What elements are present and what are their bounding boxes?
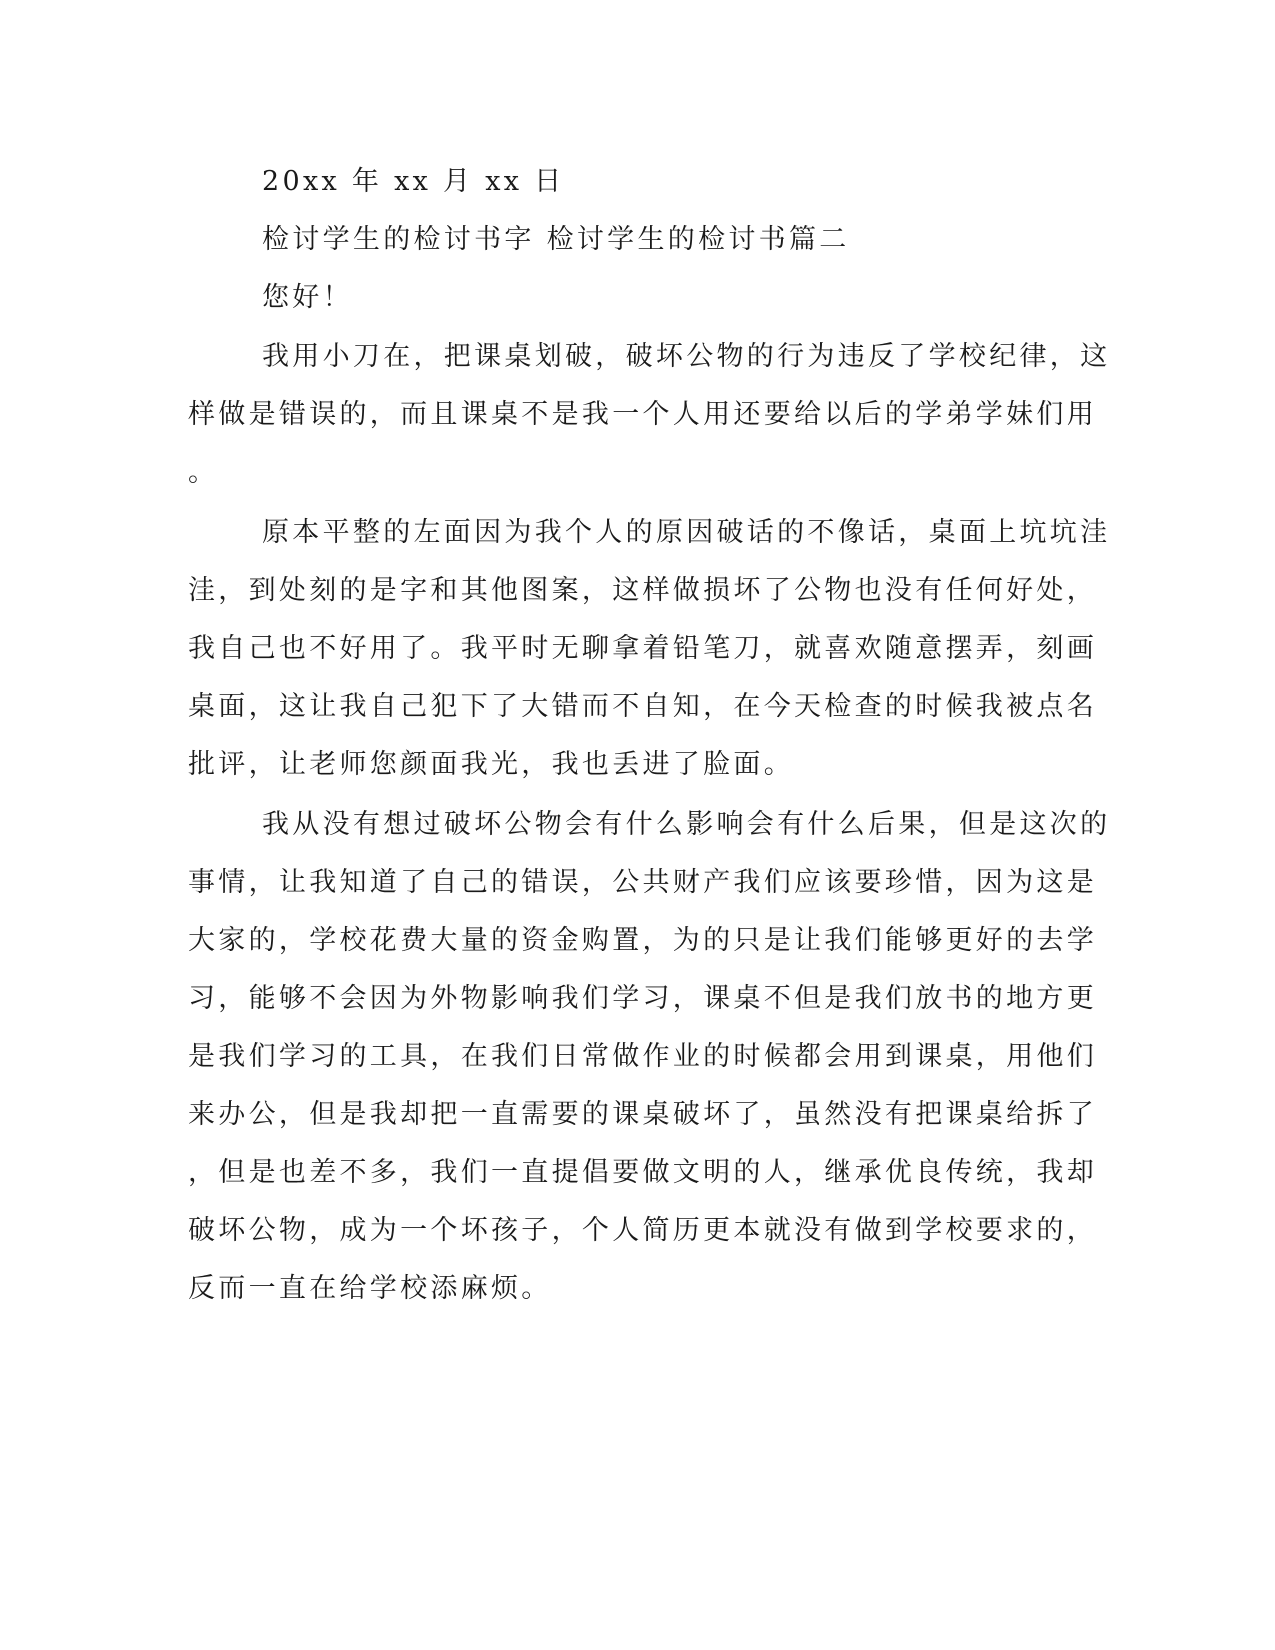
paragraph-line: 我自己也不好用了。我平时无聊拿着铅笔刀，就喜欢随意摆弄，刻画 — [188, 633, 1097, 664]
paragraph-line: 反而一直在给学校添麻烦。 — [188, 1273, 552, 1304]
paragraph-line: 来办公，但是我却把一直需要的课桌破坏了，虽然没有把课桌给拆了 — [188, 1099, 1097, 1130]
paragraph-line: 我从没有想过破坏公物会有什么影响会有什么后果，但是这次的 — [262, 809, 1111, 840]
paragraph-line: 洼，到处刻的是字和其他图案，这样做损坏了公物也没有任何好处， — [188, 575, 1097, 606]
paragraph-line: 样做是错误的，而且课桌不是我一个人用还要给以后的学弟学妹们用 — [188, 399, 1097, 430]
paragraph-line: 我用小刀在，把课桌划破，破坏公物的行为违反了学校纪律，这 — [262, 341, 1111, 372]
document-title: 检讨学生的检讨书字 检讨学生的检讨书篇二 — [262, 224, 850, 255]
paragraph-line: 。 — [188, 457, 219, 488]
greeting: 您好！ — [262, 282, 353, 313]
document-date: 20xx 年 xx 月 xx 日 — [262, 166, 565, 197]
paragraph-line: 大家的，学校花费大量的资金购置，为的只是让我们能够更好的去学 — [188, 925, 1097, 956]
paragraph-line: 原本平整的左面因为我个人的原因破话的不像话，桌面上坑坑洼 — [262, 517, 1111, 548]
paragraph-line: 是我们学习的工具，在我们日常做作业的时候都会用到课桌，用他们 — [188, 1041, 1097, 1072]
paragraph-line: 破坏公物，成为一个坏孩子，个人简历更本就没有做到学校要求的， — [188, 1215, 1097, 1246]
paragraph-line: 批评，让老师您颜面我光，我也丢进了脸面。 — [188, 749, 794, 780]
paragraph-line: ，但是也差不多，我们一直提倡要做文明的人，继承优良传统，我却 — [188, 1157, 1097, 1188]
paragraph-line: 桌面，这让我自己犯下了大错而不自知，在今天检查的时候我被点名 — [188, 691, 1097, 722]
paragraph-line: 事情，让我知道了自己的错误，公共财产我们应该要珍惜，因为这是 — [188, 867, 1097, 898]
paragraph-line: 习，能够不会因为外物影响我们学习，课桌不但是我们放书的地方更 — [188, 983, 1097, 1014]
